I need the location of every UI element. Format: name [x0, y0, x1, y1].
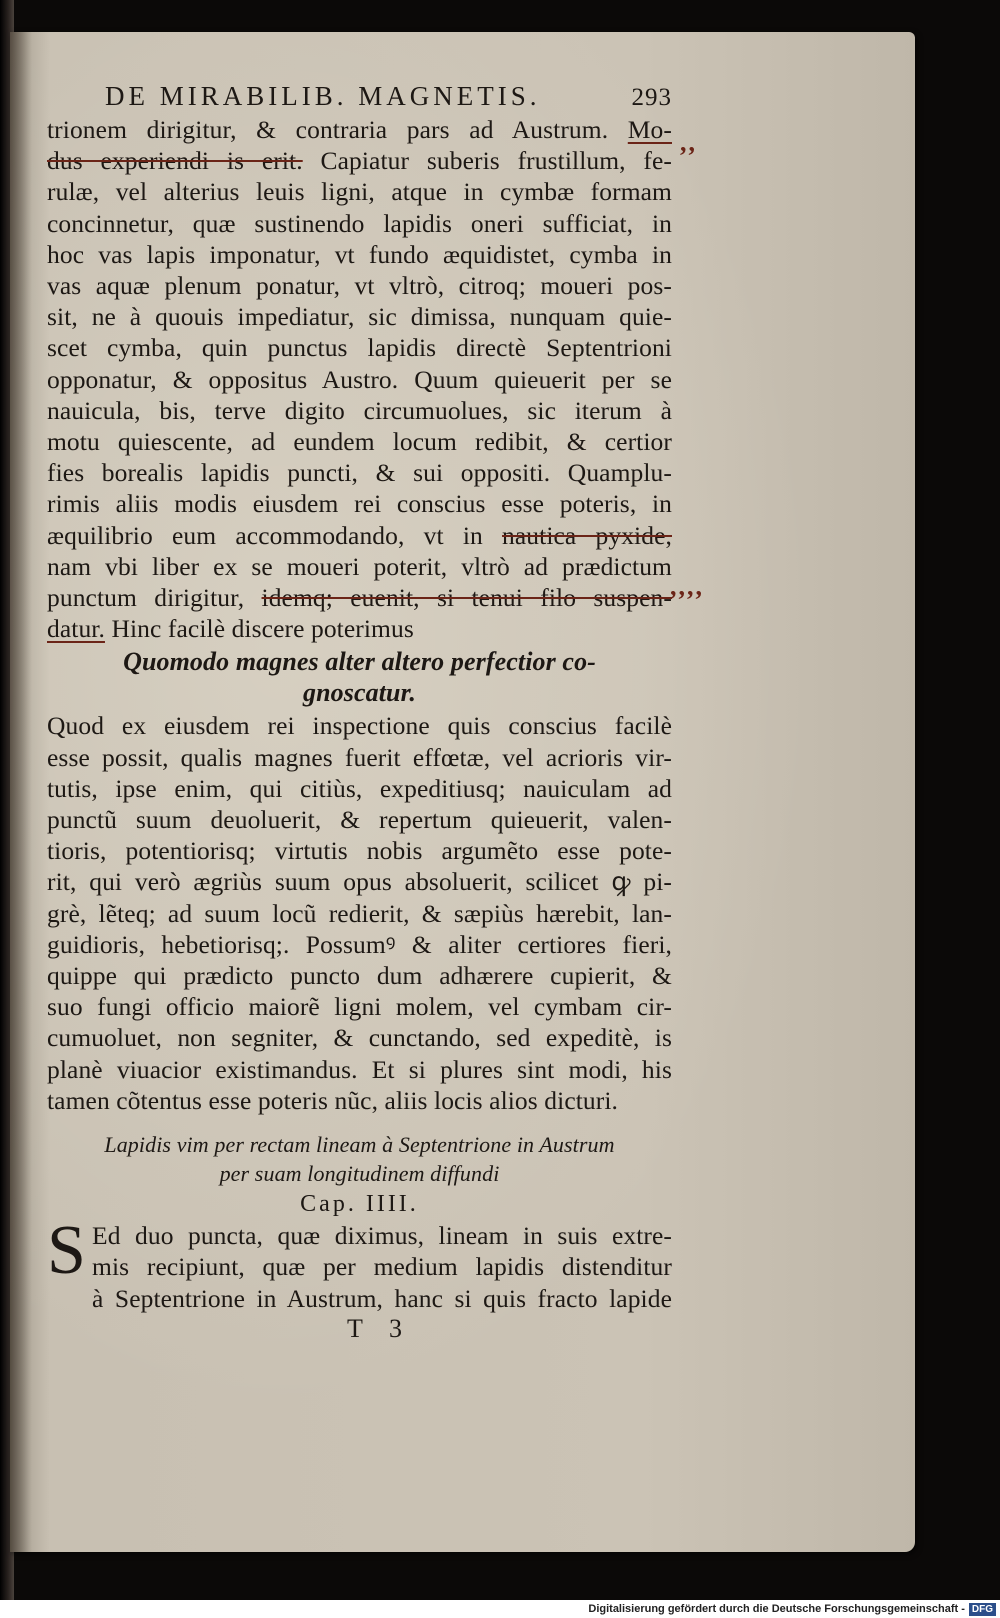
text-line: nam vbi liber ex se moueri poterit, vltrò ad prædictum — [47, 551, 672, 581]
text-line: guidioris, hebetiorisq;. Possumꝰ & aliter certiores fieri, — [47, 929, 672, 959]
dfg-logo: DFG — [969, 1603, 996, 1616]
text-line: quippe qui prædicto puncto dum adhærere cupierit, & — [47, 961, 672, 991]
text-line: motu quiescente, ad eundem locum redibit, & certior — [47, 427, 672, 457]
section-heading: Quomodo magnes alter altero perfectior co- gnoscatur. — [123, 647, 596, 708]
running-head — [105, 80, 672, 114]
text-line: tutis, ipse enim, qui citiùs, expeditiusq; nauiculam ad — [47, 773, 672, 803]
underlined-phrase: datur. — [47, 614, 105, 644]
footer-credit: Digitalisierung gefördert durch die Deutsche Forschungsgemeinschaft - — [588, 1603, 965, 1615]
text-line: trionem dirigitur, & contraria pars ad Austrum. Mo- — [47, 115, 672, 144]
marginal-mark: ,,,, — [670, 572, 704, 601]
page-text-block — [47, 80, 672, 1344]
text-line: sit, ne à quouis impediatur, sic dimissa, nunquam quie- — [47, 302, 672, 332]
text-line: tamen cõtentus esse poteris nũc, aliis locis alios dicturi. — [47, 1085, 619, 1115]
text-line: concinnetur, quæ sustinendo lapidis oneri sufficiat, in — [47, 208, 672, 238]
footer-bar — [0, 1600, 1000, 1618]
chapter-opening-paragraph — [47, 1212, 672, 1314]
underlined-phrase: nautica pyxide, — [502, 520, 672, 550]
text-line: mis recipiunt, quæ per medium lapidis distenditur — [92, 1252, 672, 1282]
text-line: datur. Hinc facilè discere poterimus — [47, 614, 414, 644]
text-line: rulæ, vel alterius leuis ligni, atque in cymbæ formam — [47, 177, 672, 207]
text-line: rit, qui verò ægriùs suum opus absoluerit, scilicet ꝙ pi- — [47, 867, 672, 897]
text-line: à Septentrione in Austrum, hanc si quis fracto lapide — [92, 1283, 672, 1313]
underlined-phrase: idemq; euenit, si tenui filo suspen- — [261, 583, 673, 613]
drop-cap: S — [47, 1212, 87, 1290]
text-line: nauicula, bis, terve digito circumuolues, sic iterum à — [47, 395, 672, 425]
text-line: vas aquæ plenum ponatur, vt vltrò, citroq; moueri pos- — [47, 271, 672, 301]
text-line: planè viuacior existimandus. Et si plures sint modi, his — [47, 1054, 672, 1084]
text-line: suo fungi officio maiorẽ ligni molem, vel cymbam cir- — [47, 992, 672, 1022]
text-line: fies borealis lapidis puncti, & sui oppositi. Quamplu- — [47, 458, 672, 488]
text-line: æquilibrio eum accommodando, vt in nautica pyxide, — [47, 520, 672, 550]
text-line: cumuoluet, non segniter, & cunctando, sed expeditè, is — [47, 1023, 672, 1053]
marginal-mark: ,, — [680, 128, 697, 157]
chapter-title: Lapidis vim per rectam lineam à Septentrione in Austrum per suam longitudinem diffundi — [104, 1132, 615, 1187]
page-number: 293 — [631, 84, 672, 111]
underlined-phrase: dus experiendi is erit. — [47, 146, 303, 176]
text-line: hoc vas lapis imponatur, vt fundo æquidistet, cymba in — [47, 239, 672, 269]
text-line: punctum dirigitur, idemq; euenit, si tenui filo suspen- — [47, 583, 673, 613]
running-head-title: DE MIRABILIB. MAGNETIS. — [105, 81, 541, 111]
text-line: punctũ suum deuoluerit, & repertum quieuerit, valen- — [47, 805, 672, 835]
book-page — [10, 32, 915, 1552]
text-line: Quod ex eiusdem rei inspectione quis conscius facilè — [47, 711, 672, 741]
text-line: dus experiendi is erit. Capiatur suberis frustillum, fe- — [47, 146, 673, 176]
text-line: grè, lẽteq; ad suum locũ redierit, & sæpiùs hærebit, lan- — [47, 898, 672, 928]
chapter-number: Cap. IIII. — [300, 1191, 419, 1218]
text-line: tioris, potentiorisq; virtutis nobis argumẽto esse pote- — [47, 836, 672, 866]
text-line: scet cymba, quin punctus lapidis directè Septentrioni — [47, 333, 672, 363]
text-line: rimis aliis modis eiusdem rei conscius esse poteris, in — [47, 489, 672, 519]
text-line: opponatur, & oppositus Austro. Quum quieuerit per se — [47, 364, 672, 394]
signature-mark: T 3 — [347, 1313, 412, 1343]
underlined-phrase: Mo- — [627, 115, 672, 144]
text-line: esse possit, qualis magnes fuerit effœtæ, vel acrioris vir- — [47, 742, 672, 772]
text-line: Ed duo puncta, quæ diximus, lineam in suis extre- — [92, 1221, 672, 1251]
